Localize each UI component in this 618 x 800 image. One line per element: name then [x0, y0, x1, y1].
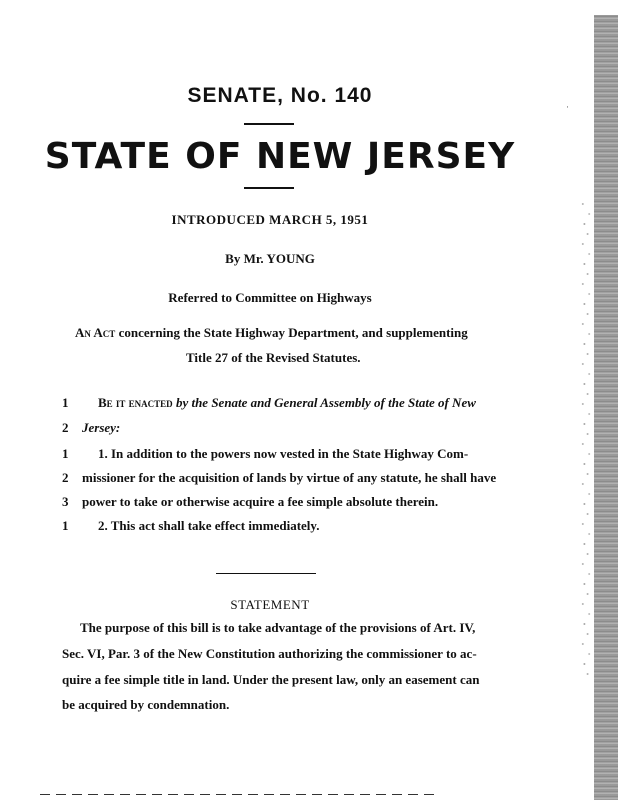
act-label: An Act [75, 325, 116, 340]
statement-heading: STATEMENT [230, 597, 310, 612]
bill-line [62, 494, 562, 510]
statement-line: be acquired by condemnation. [62, 697, 230, 712]
divider-rule [216, 573, 316, 574]
line-text: 2. This act shall take effect immediately. [98, 518, 320, 533]
line-number: 2 [62, 420, 69, 435]
statement-line: quire a fee simple title in land. Under the present law, only an easement can [62, 672, 480, 687]
state-heading: STATE OF NEW JERSEY [44, 136, 516, 177]
line-number: 1 [62, 395, 69, 410]
line-number: 2 [62, 470, 69, 485]
dashed-divider [40, 794, 440, 795]
statement-line: The purpose of this bill is to take advantage of the provisions of Art. IV, [80, 620, 476, 635]
line-text: power to take or otherwise acquire a fee simple absolute therein. [82, 494, 439, 509]
statement-line: Sec. VI, Par. 3 of the New Constitution authorizing the commissioner to ac- [62, 646, 477, 661]
sponsor-line: By Mr. YOUNG [225, 251, 315, 266]
line-text: Jersey: [82, 420, 121, 435]
line-number: 3 [62, 494, 69, 509]
line-number: 1 [62, 446, 69, 461]
scan-edge-shadow [594, 15, 618, 800]
bill-line [62, 395, 562, 411]
divider-rule [244, 123, 294, 125]
enacting-clause: Be it enacted [98, 395, 173, 410]
enacting-text: by the Senate and General Assembly of the State of New [172, 395, 476, 410]
act-title-line-1 [75, 325, 468, 341]
line-text: 1. In addition to the powers now vested in the State Highway Com- [98, 446, 469, 461]
bill-line [62, 518, 562, 534]
line-number: 1 [62, 518, 69, 533]
introduced-date: INTRODUCED MARCH 5, 1951 [171, 212, 369, 227]
line-text: missioner for the acquisition of lands by virtue of any statute, he shall have [82, 470, 497, 485]
divider-rule [244, 187, 294, 189]
scan-specks [578, 200, 594, 680]
scan-mark: · [566, 102, 569, 112]
bill-line [62, 446, 562, 462]
committee-referral: Referred to Committee on Highways [168, 290, 372, 305]
act-title-text: concerning the State Highway Department, and supplementing [115, 325, 468, 340]
bill-line [62, 420, 562, 436]
bill-number: SENATE, No. 140 [187, 84, 373, 107]
bill-line [62, 470, 562, 486]
act-title-line-2: Title 27 of the Revised Statutes. [186, 350, 361, 365]
